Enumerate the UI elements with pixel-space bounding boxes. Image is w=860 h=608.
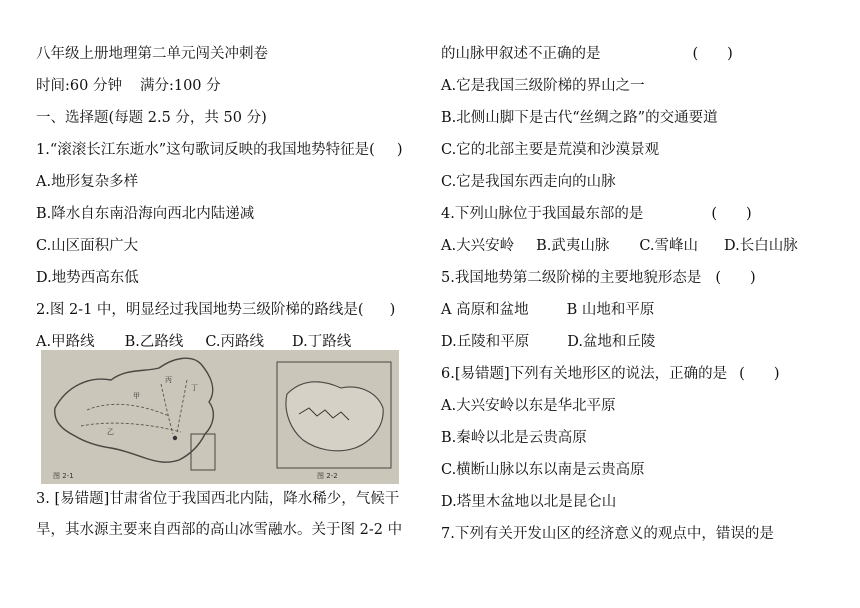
- q2-paren: ): [389, 302, 396, 318]
- q1-option-d: D.地势西高东低: [36, 270, 139, 286]
- q3-paren: ( ): [692, 46, 733, 62]
- q5-option-d: D.盆地和丘陵: [567, 334, 656, 350]
- q5-stem-text: 5.我国地势第二级阶梯的主要地貌形态是: [441, 270, 702, 286]
- q6-option-a: A.大兴安岭以东是华北平原: [441, 398, 616, 414]
- q3-option-b: B.北侧山脚下是古代“丝绸之路”的交通要道: [441, 110, 718, 126]
- q1-stem-text: 1.“滚滚长江东逝水”这句歌词反映的我国地势特征是(: [36, 142, 375, 158]
- q2-option-d: D.丁路线: [292, 334, 352, 350]
- map-figure-svg: [41, 350, 399, 484]
- q5-options-row2: [441, 332, 655, 352]
- q1-paren: ): [396, 142, 403, 158]
- q4-paren: ( ): [711, 206, 752, 222]
- exam-meta: [36, 76, 221, 96]
- q6-option-c: C.横断山脉以东以南是云贵高原: [441, 462, 645, 478]
- caption-fig22: 图 2-2: [317, 472, 338, 480]
- q5-option-a: A 高原和盆地: [441, 302, 529, 318]
- q6-stem: [441, 364, 779, 384]
- q1-option-c: C.山区面积广大: [36, 238, 139, 254]
- q4-option-c: C.雪峰山: [639, 238, 699, 254]
- q7-stem: 7.下列有关开发山区的经济意义的观点中，错误的是: [441, 526, 774, 542]
- q2-option-c: C.丙路线: [205, 334, 265, 350]
- q3-option-a: A.它是我国三级阶梯的界山之一: [441, 78, 645, 94]
- map-figure: [41, 350, 399, 484]
- q5-option-c: D.丘陵和平原: [441, 334, 530, 350]
- q3-option-c: C.它的北部主要是荒漠和沙漠景观: [441, 142, 660, 158]
- q5-stem: [441, 268, 756, 288]
- q6-paren: ( ): [739, 366, 780, 382]
- q4-option-b: B.武夷山脉: [536, 238, 610, 254]
- route-label-yi: 乙: [107, 428, 114, 436]
- q4-option-a: A.大兴安岭: [441, 238, 515, 254]
- q2-option-b: B.乙路线: [124, 334, 184, 350]
- q6-option-d: D.塔里木盆地以北是昆仑山: [441, 494, 617, 510]
- q3-stem-cont-text: 的山脉甲叙述不正确的是: [441, 46, 601, 62]
- q1-stem: [36, 140, 403, 160]
- q1-option-b: B.降水自东南沿海向西北内陆递减: [36, 206, 255, 222]
- q3-stem-continued: [441, 44, 733, 64]
- route-label-ding: 丁: [191, 384, 198, 392]
- q3-stem: 3. [易错题]甘肃省位于我国西北内陆，降水稀少，气候干旱，其水源主要来自西部的高山冰雪融水。关于图 2-2 中: [36, 491, 403, 538]
- q5-paren: ( ): [715, 270, 756, 286]
- q4-stem: [441, 204, 752, 224]
- q4-stem-text: 4.下列山脉位于我国最东部的是: [441, 206, 644, 222]
- q5-options-row1: [441, 300, 654, 320]
- exam-title: 八年级上册地理第二单元闯关冲刺卷: [36, 46, 268, 62]
- q2-option-a: A.甲路线: [36, 334, 95, 350]
- q2-stem: [36, 300, 395, 320]
- q5-option-b: B 山地和平原: [566, 302, 655, 318]
- convergence-point: [173, 436, 177, 440]
- q6-stem-text: 6.[易错题]下列有关地形区的说法，正确的是: [441, 366, 728, 382]
- q2-stem-text: 2.图 2-1 中，明显经过我国地势三级阶梯的路线是(: [36, 302, 364, 318]
- q4-option-d: D.长白山脉: [724, 238, 798, 254]
- time-limit: 时间:60 分钟: [36, 78, 122, 94]
- q4-options: [441, 236, 798, 256]
- q1-option-a: A.地形复杂多样: [36, 174, 139, 190]
- route-label-jia: 甲: [133, 392, 140, 400]
- q6-option-b: B.秦岭以北是云贵高原: [441, 430, 587, 446]
- q3-option-d: C.它是我国东西走向的山脉: [441, 174, 616, 190]
- route-label-bing: 丙: [165, 376, 172, 384]
- caption-fig21: 图 2-1: [53, 472, 74, 480]
- q2-options: [36, 332, 351, 352]
- total-score: 满分:100 分: [139, 78, 221, 94]
- section-title: 一、选择题(每题 2.5 分，共 50 分): [36, 110, 267, 126]
